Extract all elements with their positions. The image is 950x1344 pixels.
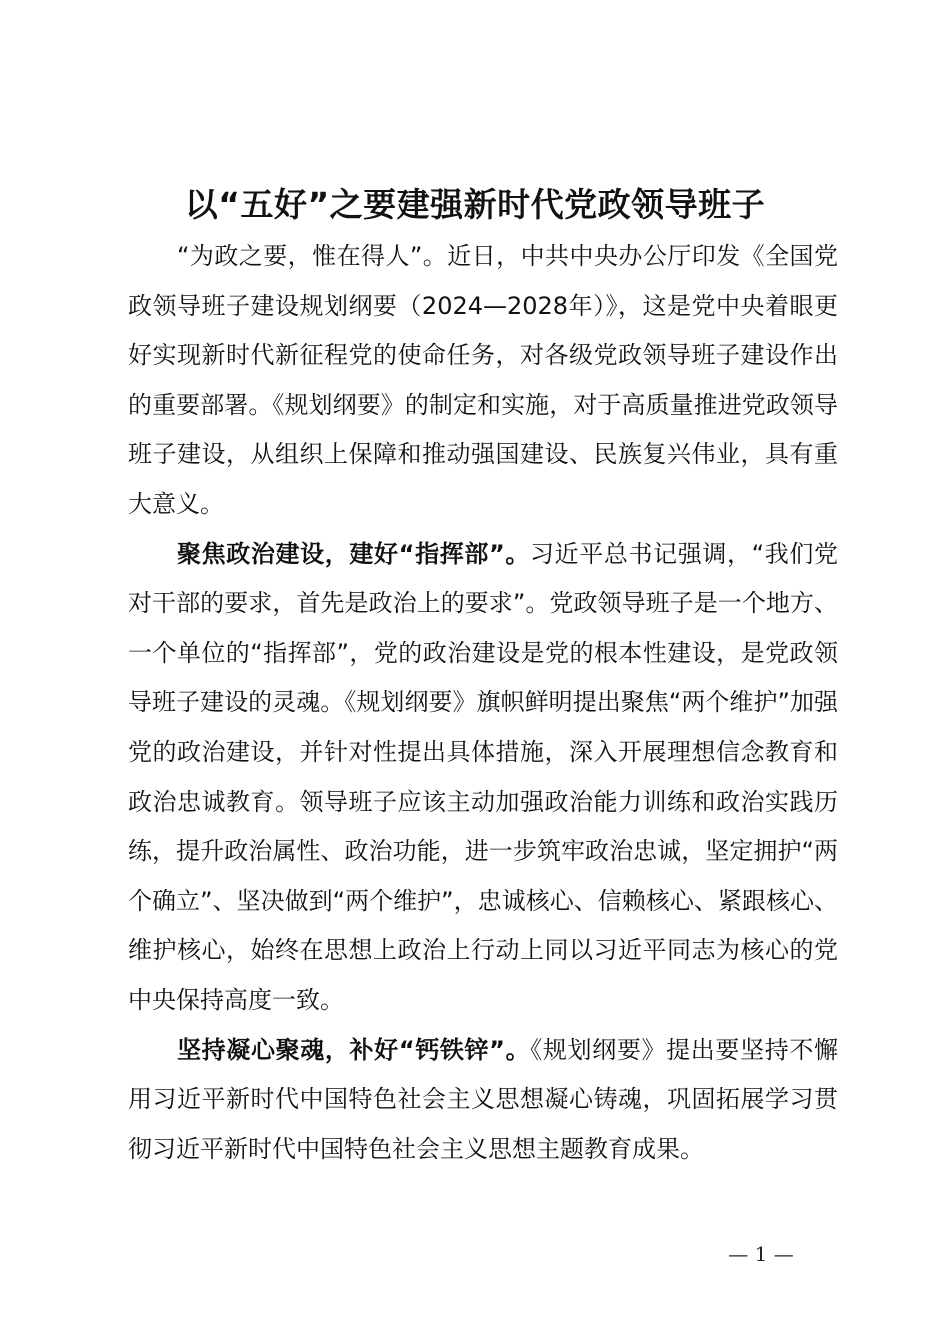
page-number: — 1 —	[728, 1242, 794, 1266]
paragraph-intro	[128, 232, 838, 530]
paragraph-text: 《规划纲要》提出要坚持不懈用习近平新时代中国特色社会主义思想凝心铸魂，巩固拓展学习贯彻习近平新时代中国特色社会主义思想主题教育成果。	[128, 1035, 839, 1163]
paragraph-text: 习近平总书记强调，“我们党对干部的要求，首先是政治上的要求”。党政领导班子是一个地方、一个单位的“指挥部”，党的政治建设是党的根本性建设，是党政领导班子建设的灵魂。《规划纲要》旗帜鲜明提出聚焦“两个维护”加强党的政治建设，并针对性提出具体措施，深入开展理想信念教育和政治忠诚教育。领导班子应该主动加强政治能力训练和政治实践历练，提升政治属性、政治功能，进一步筑牢政治忠诚，坚定拥护“两个确立”、坚决做到“两个维护”，忠诚核心、信赖核心、紧跟核心、维护核心，始终在思想上政治上行动上同以习近平同志为核心的党中央保持高度一致。	[128, 539, 838, 1014]
document-title: 以“五好”之要建强新时代党政领导班子	[184, 185, 766, 224]
paragraph-text: “为政之要，惟在得人”。近日，中共中央办公厅印发《全国党政领导班子建设规划纲要（2024—2028年）》，这是党中央着眼更好实现新时代新征程党的使命任务，对各级党政领导班子建设作出的重要部署。《规划纲要》的制定和实施，对于高质量推进党政领导班子建设，从组织上保障和推动强国建设、民族复兴伟业，具有重大意义。	[128, 242, 838, 518]
paragraph-political-building	[128, 530, 838, 1026]
paragraph-lead: 坚持凝心聚魂，补好“钙铁锌”。	[177, 1035, 531, 1064]
paragraph-lead: 聚焦政治建设，建好“指挥部”。	[177, 539, 530, 568]
paragraph-cohesion	[128, 1026, 838, 1175]
document-body	[128, 232, 838, 1174]
